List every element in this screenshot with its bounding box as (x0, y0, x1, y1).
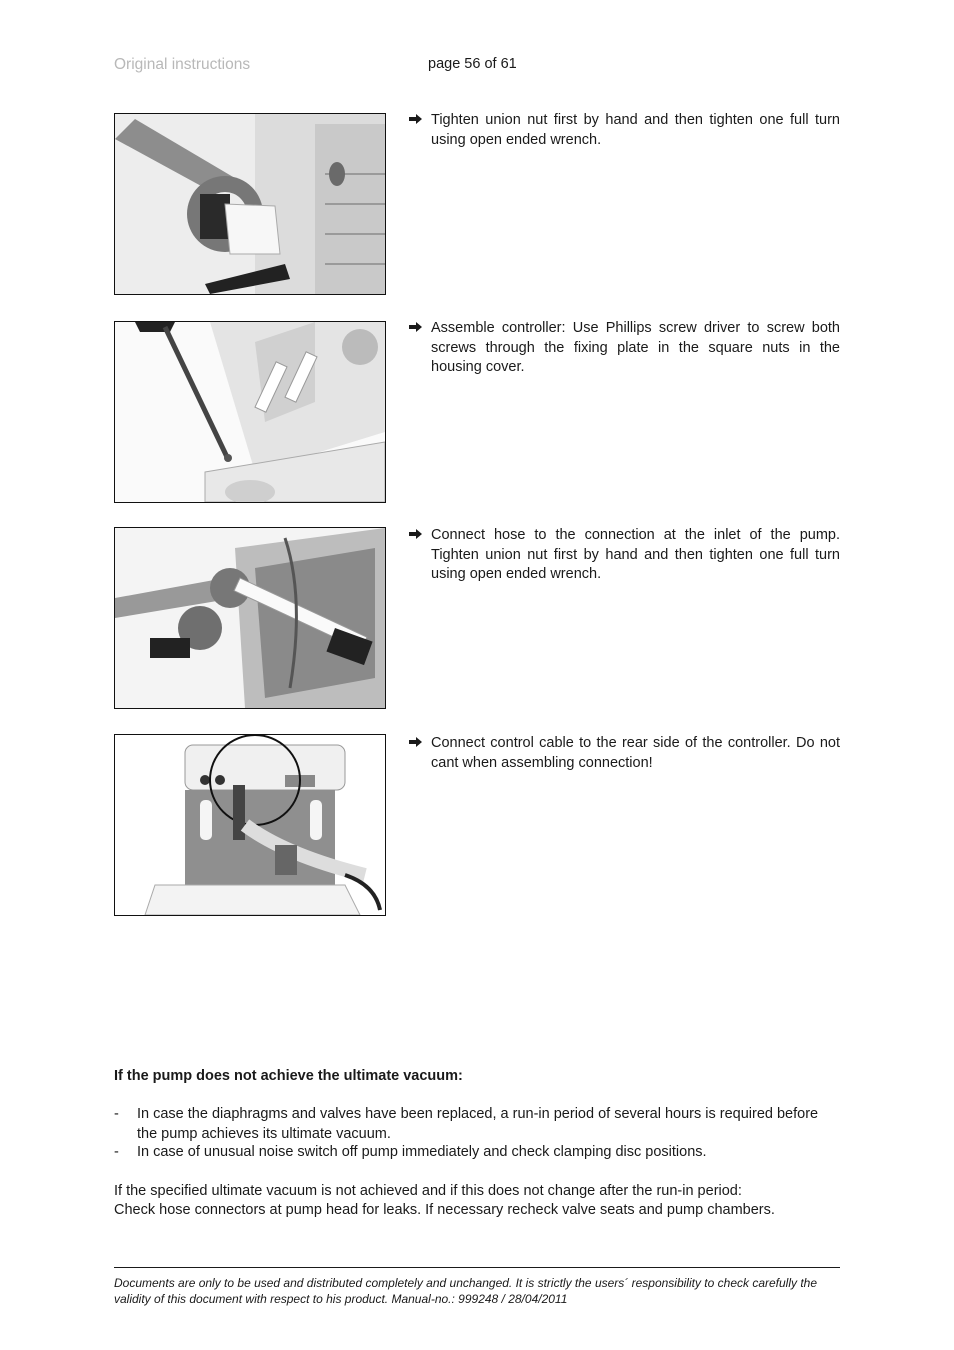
step-4-instruction (431, 734, 840, 773)
step-3-text: Connect hose to the connection at the inlet of the pump. Tighten union nut first by hand and then tighten one full turn using open ended wrench. (431, 527, 840, 582)
vacuum-paragraph-line-2: Check hose connectors at pump head for leaks. If necessary recheck valve seats and pump chambers. (114, 1202, 775, 1218)
step-2-text: Assemble controller: Use Phillips screw driver to screw both screws through the fixing plate in the square nuts in the housing cover. (431, 320, 840, 375)
screwdriver-controller-photo (114, 321, 386, 503)
bullet-text: In case the diaphragms and valves have been replaced, a run-in period of several hours is required before the pump achieves its ultimate vacuum. (137, 1106, 819, 1142)
vacuum-paragraph-line-1: If the specified ultimate vacuum is not achieved and if this does not change after the run-in period: (114, 1183, 742, 1199)
step-1-instruction (431, 111, 840, 150)
footer-divider (114, 1267, 840, 1268)
right-arrow-icon (409, 737, 422, 747)
bullet-dash: - (114, 1144, 119, 1160)
step-1-text: Tighten union nut first by hand and then tighten one full turn using open ended wrench. (431, 112, 840, 148)
step-4-text: Connect control cable to the rear side of the controller. Do not cant when assembling connection! (431, 735, 840, 771)
controller-rear-cable-photo (114, 734, 386, 916)
step-2-instruction (431, 319, 840, 378)
right-arrow-icon (409, 114, 422, 124)
right-arrow-icon (409, 322, 422, 332)
wrench-inlet-hose-photo (114, 527, 386, 709)
right-arrow-icon (409, 529, 422, 539)
document-label: Original instructions (114, 56, 251, 73)
page-number: page 56 of 61 (428, 56, 517, 72)
footer-disclaimer: Documents are only to be used and distributed completely and unchanged. It is strictly the users´ responsibility to check carefully the validity of this document with respect to his product. Manual-no.: 999248 / 28/04/2011 (114, 1276, 818, 1306)
step-3-instruction (431, 526, 840, 585)
bullet-dash: - (114, 1106, 119, 1122)
wrench-union-nut-photo (114, 113, 386, 295)
bullet-text: In case of unusual noise switch off pump immediately and check clamping disc positions. (137, 1144, 707, 1160)
troubleshooting-title: If the pump does not achieve the ultimate vacuum: (114, 1068, 463, 1084)
